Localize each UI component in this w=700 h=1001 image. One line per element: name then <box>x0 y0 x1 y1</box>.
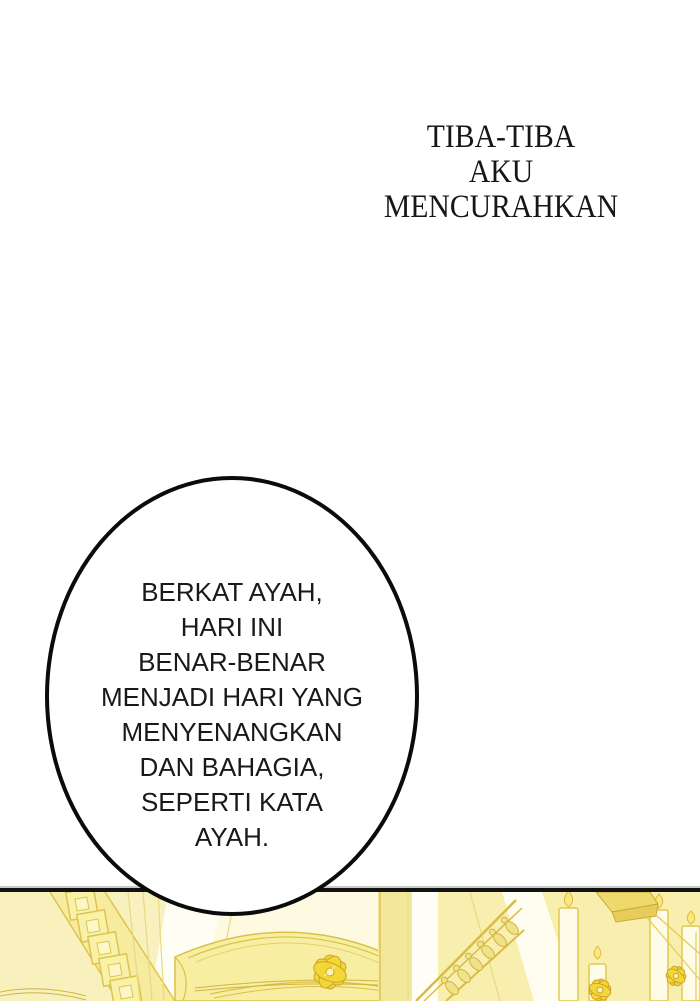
speech-line: BENAR-BENAR <box>138 647 326 677</box>
speech-bubble-text <box>101 537 363 855</box>
speech-line: SEPERTI KATA <box>140 787 324 817</box>
speech-bubble <box>45 476 419 916</box>
speech-line: MENJADI HARI YANG <box>101 682 363 712</box>
pillar-icon <box>378 892 438 1001</box>
speech-line: DAN BAHAGIA, <box>139 752 325 782</box>
narration-caption <box>366 120 636 225</box>
narration-line: MENCURAHKAN <box>383 189 619 225</box>
speech-line: BERKAT AYAH, <box>141 577 323 607</box>
narration-line: AKU <box>468 154 534 190</box>
speech-line: HARI INI <box>180 612 284 642</box>
narration-line: TIBA-TIBA <box>426 119 576 155</box>
palace-illustration <box>0 892 700 1001</box>
candle-icon <box>559 892 578 1001</box>
bottom-panel <box>0 886 700 1001</box>
speech-line: AYAH. <box>194 822 270 852</box>
speech-line: MENYENANGKAN <box>121 717 343 747</box>
